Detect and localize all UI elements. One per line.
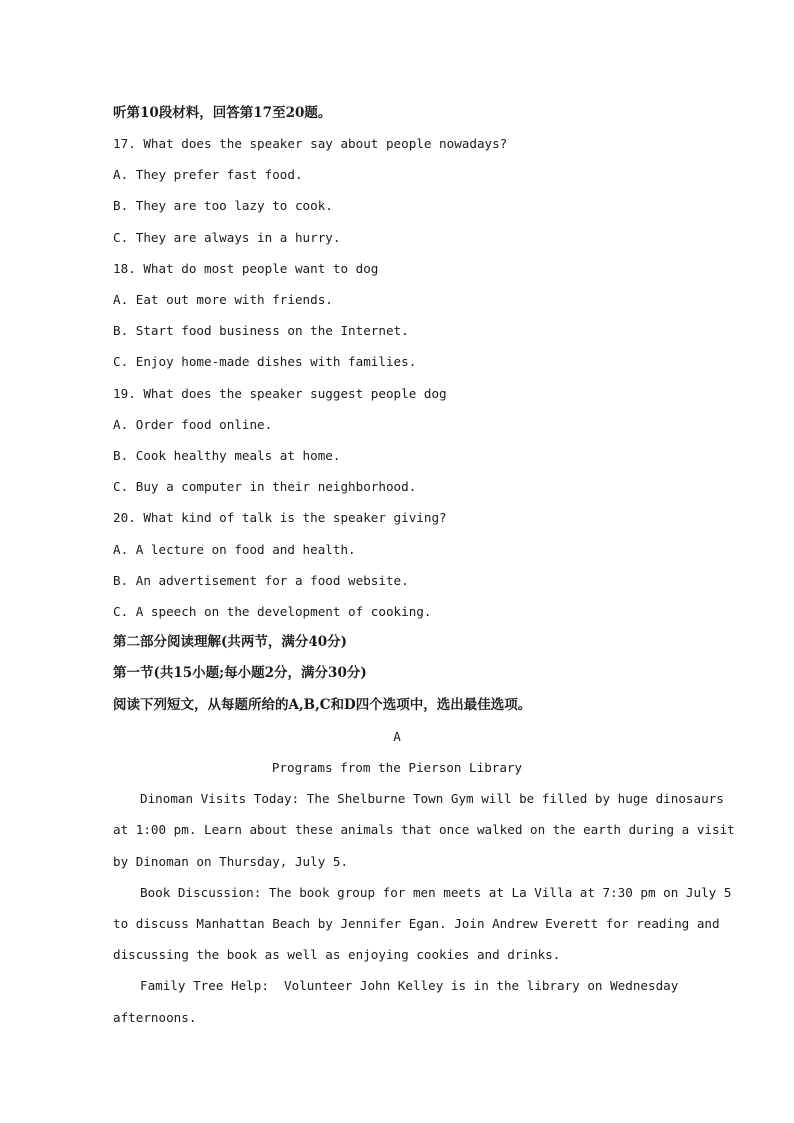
listening-section-heading: 听第10段材料，回答第17至20题。 [113, 105, 332, 121]
passage-line: Book Discussion: The book group for men meets at La Villa at 7:30 pm on July 5 [140, 885, 732, 900]
reading-instruction: 阅读下列短文，从每题所给的A,B,C和D四个选项中，选出最佳选项。 [113, 697, 532, 713]
question-18-stem: 18. What do most people want to dog [113, 261, 379, 276]
passage-line: to discuss Manhattan Beach by Jennifer Egan. Join Andrew Everett for reading and [113, 916, 720, 931]
passage-line: by Dinoman on Thursday, July 5. [113, 854, 349, 869]
passage-title: Programs from the Pierson Library [271, 760, 523, 775]
question-19-option-c: C. Buy a computer in their neighborhood. [113, 479, 417, 494]
passage-line: afternoons. [113, 1010, 197, 1025]
question-19-option-b: B. Cook healthy meals at home. [113, 448, 341, 463]
passage-line: Family Tree Help: Volunteer John Kelley is in the library on Wednesday [140, 978, 679, 993]
passage-letter: A [393, 729, 401, 744]
passage-line: at 1:00 pm. Learn about these animals that once walked on the earth during a visit [113, 822, 735, 837]
passage-line: Dinoman Visits Today: The Shelburne Town Gym will be filled by huge dinosaurs [140, 791, 724, 806]
question-17-stem: 17. What does the speaker say about people nowadays? [113, 136, 508, 151]
question-18-option-c: C. Enjoy home-made dishes with families. [113, 354, 417, 369]
question-17-option-c: C. They are always in a hurry. [113, 230, 341, 245]
question-20-option-a: A. A lecture on food and health. [113, 542, 356, 557]
question-19-stem: 19. What does the speaker suggest people dog [113, 386, 447, 401]
part-two-heading: 第二部分阅读理解(共两节，满分40分) [113, 634, 348, 650]
question-17-option-b: B. They are too lazy to cook. [113, 198, 333, 213]
question-20-option-b: B. An advertisement for a food website. [113, 573, 409, 588]
question-20-option-c: C. A speech on the development of cooking. [113, 604, 432, 619]
passage-line: discussing the book as well as enjoying cookies and drinks. [113, 947, 561, 962]
question-18-option-b: B. Start food business on the Internet. [113, 323, 409, 338]
question-19-option-a: A. Order food online. [113, 417, 273, 432]
question-18-option-a: A. Eat out more with friends. [113, 292, 333, 307]
question-17-option-a: A. They prefer fast food. [113, 167, 303, 182]
section-one-heading: 第一节(共15小题;每小题2分，满分30分) [113, 665, 367, 681]
question-20-stem: 20. What kind of talk is the speaker giving? [113, 510, 447, 525]
